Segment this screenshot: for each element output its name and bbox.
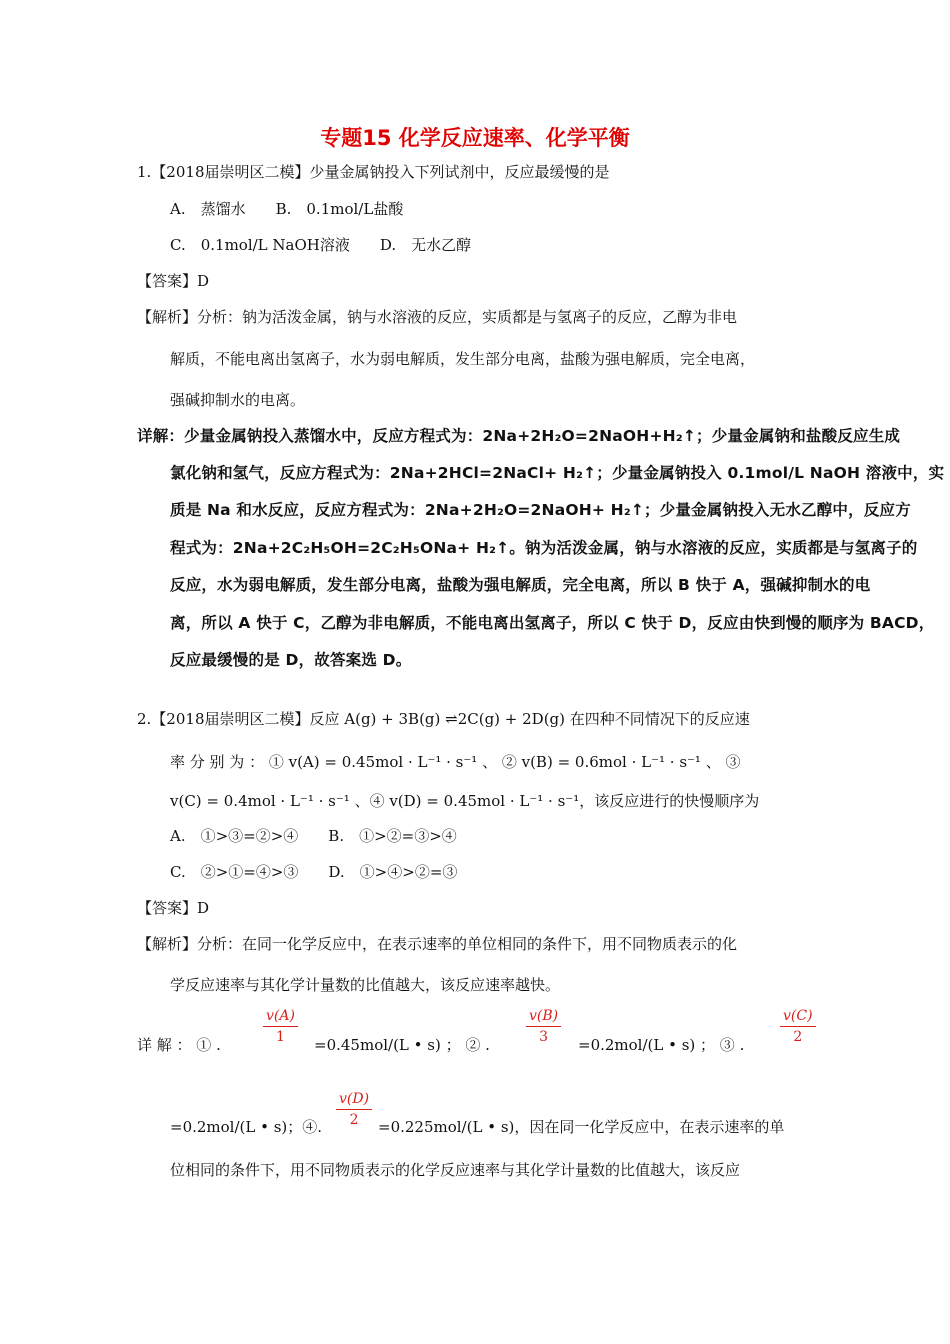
q1-detail-line: 离，所以 A 快于 C，乙醇为非电解质，不能电离出氢离子，所以 C 快于 D，反应由快到慢的顺序为 BACD， xyxy=(170,614,935,632)
q2-detail-value: =0.225mol/(L • s)，因在同一化学反应中，在表示速率的单 xyxy=(378,1118,785,1136)
q2-answer: 【答案】D xyxy=(137,899,210,917)
q1-stem: 1.【2018届崇明区二模】少量金属钠投入下列试剂中，反应最缓慢的是 xyxy=(137,163,610,181)
q1-options-ab: A. 蒸馏水 B. 0.1mol/L盐酸 xyxy=(170,200,404,218)
fraction-numerator: v(C) xyxy=(780,1008,816,1027)
fraction-va-over-1 xyxy=(263,1008,298,1045)
q2-options-cd: C. ②>①=④>③ D. ①>④>②=③ xyxy=(170,863,458,881)
fraction-vd-over-2 xyxy=(336,1091,372,1128)
q1-detail-line: 反应最缓慢的是 D，故答案选 D。 xyxy=(170,651,412,669)
fraction-denominator: 2 xyxy=(349,1112,359,1128)
fraction-denominator: 1 xyxy=(276,1029,285,1045)
q1-analysis-line: 强碱抑制水的电离。 xyxy=(170,391,306,409)
q1-detail-line: 详解：少量金属钠投入蒸馏水中，反应方程式为：2Na+2H₂O=2NaOH+H₂↑；少量金属钠和盐酸反应生成 xyxy=(137,427,901,445)
q2-analysis-line: 【解析】分析：在同一化学反应中，在表示速率的单位相同的条件下，用不同物质表示的化 xyxy=(137,935,738,953)
q1-detail-line: 氯化钠和氢气，反应方程式为：2Na+2HCl=2NaCl+ H₂↑；少量金属钠投入 0.1mol/L NaOH 溶液中，实 xyxy=(170,464,945,482)
q1-options-cd: C. 0.1mol/L NaOH溶液 D. 无水乙醇 xyxy=(170,236,472,254)
q1-detail-line: 程式为：2Na+2C₂H₅OH=2C₂H₅ONa+ H₂↑。钠为活泼金属，钠与水溶液的反应，实质都是与氢离子的 xyxy=(170,539,918,557)
q2-options-ab: A. ①>③=②>④ B. ①>②=③>④ xyxy=(170,827,457,845)
fraction-numerator: v(D) xyxy=(336,1091,372,1110)
q1-detail-line: 质是 Na 和水反应，反应方程式为：2Na+2H₂O=2NaOH+ H₂↑；少量金属钠投入无水乙醇中，反应方 xyxy=(170,501,911,519)
q1-analysis-line: 【解析】分析：钠为活泼金属，钠与水溶液的反应，实质都是与氢离子的反应，乙醇为非电 xyxy=(137,308,738,326)
q2-rates-line: v(C) = 0.4mol · L⁻¹ · s⁻¹ 、④ v(D) = 0.45mol · L⁻¹ · s⁻¹，该反应进行的快慢顺序为 xyxy=(170,792,760,810)
q2-detail-label: 详 解 ： ① . xyxy=(137,1036,221,1054)
q2-detail-line: 位相同的条件下，用不同物质表示的化学反应速率与其化学计量数的比值越大，该反应 xyxy=(170,1161,741,1179)
fraction-numerator: v(B) xyxy=(526,1008,561,1027)
q1-analysis-line: 解质，不能电离出氢离子，水为弱电解质，发生部分电离，盐酸为强电解质，完全电离， xyxy=(170,350,756,368)
fraction-vc-over-2 xyxy=(780,1008,816,1045)
q1-answer: 【答案】D xyxy=(137,272,210,290)
q1-detail-line: 反应，水为弱电解质，发生部分电离，盐酸为强电解质，完全电离，所以 B 快于 A，强碱抑制水的电 xyxy=(170,576,871,594)
q2-detail-value: =0.45mol/(L • s) ； ② . xyxy=(314,1036,490,1054)
q2-rates-line: 率 分 别 为 ： ① v(A) = 0.45mol · L⁻¹ · s⁻¹ 、 ② v(B) = 0.6mol · L⁻¹ · s⁻¹ 、 ③ xyxy=(170,753,741,771)
fraction-vb-over-3 xyxy=(526,1008,561,1045)
q2-detail-value: =0.2mol/(L • s) ； ③ . xyxy=(578,1036,745,1054)
q2-stem: 2.【2018届崇明区二模】反应 A(g) + 3B(g) ⇌2C(g) + 2D(g) 在四种不同情况下的反应速 xyxy=(137,710,750,728)
fraction-numerator: v(A) xyxy=(263,1008,298,1027)
fraction-denominator: 2 xyxy=(793,1029,803,1045)
page-title: 专题15 化学反应速率、化学平衡 xyxy=(320,126,630,150)
q2-detail-value: =0.2mol/(L • s)；④. xyxy=(170,1118,323,1136)
q2-analysis-line: 学反应速率与其化学计量数的比值越大，该反应速率越快。 xyxy=(170,976,561,994)
fraction-denominator: 3 xyxy=(539,1029,549,1045)
